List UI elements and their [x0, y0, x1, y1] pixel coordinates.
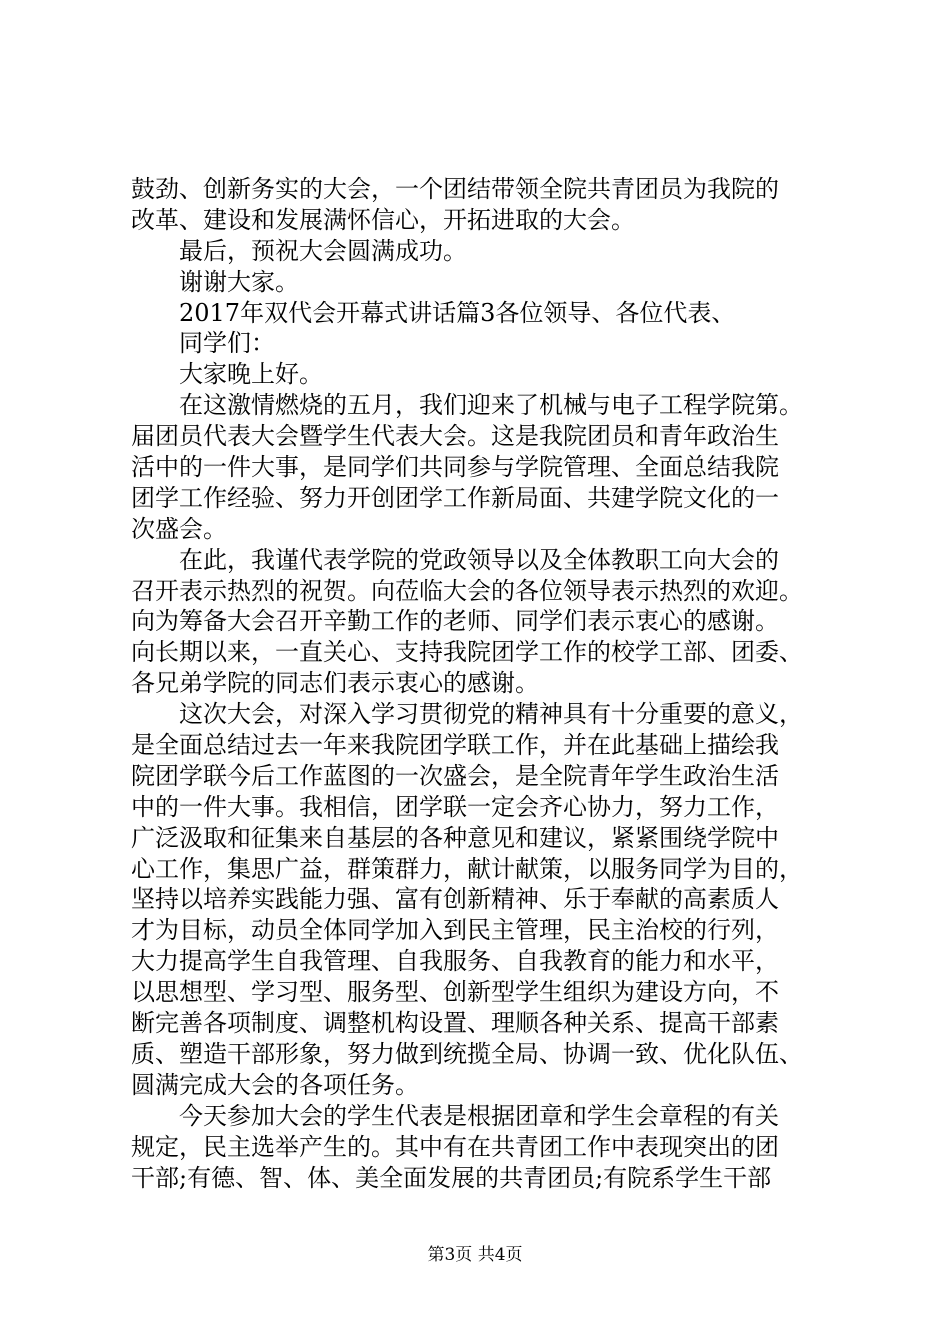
text-line: 大力提高学生自我管理、自我服务、自我教育的能力和水平， — [131, 947, 779, 976]
text-line: 质、塑造干部形象，努力做到统揽全局、协调一致、优化队伍、 — [131, 1039, 803, 1068]
text-line: 干部;有德、智、体、美全面发展的共青团员;有院系学生干部 — [131, 1163, 772, 1192]
text-line: 2017年双代会开幕式讲话篇3各位领导、各位代表、 — [179, 298, 736, 327]
text-line: 院团学联今后工作蓝图的一次盛会，是全院青年学生政治生活 — [131, 761, 779, 790]
text-line: 同学们： — [179, 329, 275, 358]
text-line: 是全面总结过去一年来我院团学联工作，并在此基础上描绘我 — [131, 731, 779, 760]
text-line: 次盛会。 — [131, 514, 227, 543]
text-line: 各兄弟学院的同志们表示衷心的感谢。 — [131, 669, 539, 698]
text-line: 团学工作经验、努力开创团学工作新局面、共建学院文化的一 — [131, 483, 779, 512]
text-line: 改革、建设和发展满怀信心，开拓进取的大会。 — [131, 205, 635, 234]
text-line: 最后，预祝大会圆满成功。 — [179, 236, 467, 265]
text-line: 断完善各项制度、调整机构设置、理顺各种关系、提高干部素 — [131, 1009, 779, 1038]
text-line: 召开表示热烈的祝贺。向莅临大会的各位领导表示热烈的欢迎。 — [131, 576, 803, 605]
text-line: 向为筹备大会召开辛勤工作的老师、同学们表示衷心的感谢。 — [131, 607, 779, 636]
text-line: 心工作，集思广益，群策群力，献计献策，以服务同学为目的， — [131, 854, 803, 883]
text-line: 届团员代表大会暨学生代表大会。这是我院团员和青年政治生 — [131, 422, 779, 451]
page-footer: 第3页 共4页 — [427, 1245, 523, 1265]
text-line: 中的一件大事。我相信，团学联一定会齐心协力，努力工作， — [131, 792, 779, 821]
text-line: 大家晚上好。 — [179, 360, 323, 389]
text-line: 才为目标，动员全体同学加入到民主管理，民主治校的行列， — [131, 916, 779, 945]
text-line: 这次大会，对深入学习贯彻党的精神具有十分重要的意义， — [179, 700, 803, 729]
text-line: 在这激情燃烧的五月，我们迎来了机械与电子工程学院第。 — [179, 391, 803, 420]
text-line: 以思想型、学习型、服务型、创新型学生组织为建设方向，不 — [131, 978, 779, 1007]
text-line: 规定，民主选举产生的。其中有在共青团工作中表现突出的团 — [131, 1132, 779, 1161]
text-line: 今天参加大会的学生代表是根据团章和学生会章程的有关 — [179, 1101, 779, 1130]
text-line: 向长期以来，一直关心、支持我院团学工作的校学工部、团委、 — [131, 638, 803, 667]
text-line: 鼓劲、创新务实的大会，一个团结带领全院共青团员为我院的 — [131, 175, 779, 203]
text-line: 谢谢大家。 — [179, 267, 299, 296]
body-text — [131, 174, 831, 1193]
text-line: 广泛汲取和征集来自基层的各种意见和建议，紧紧围绕学院中 — [131, 823, 779, 852]
text-line: 坚持以培养实践能力强、富有创新精神、乐于奉献的高素质人 — [131, 885, 779, 914]
text-line: 在此，我谨代表学院的党政领导以及全体教职工向大会的 — [179, 545, 779, 574]
text-line: 圆满完成大会的各项任务。 — [131, 1070, 419, 1099]
text-line: 活中的一件大事，是同学们共同参与学院管理、全面总结我院 — [131, 453, 779, 482]
